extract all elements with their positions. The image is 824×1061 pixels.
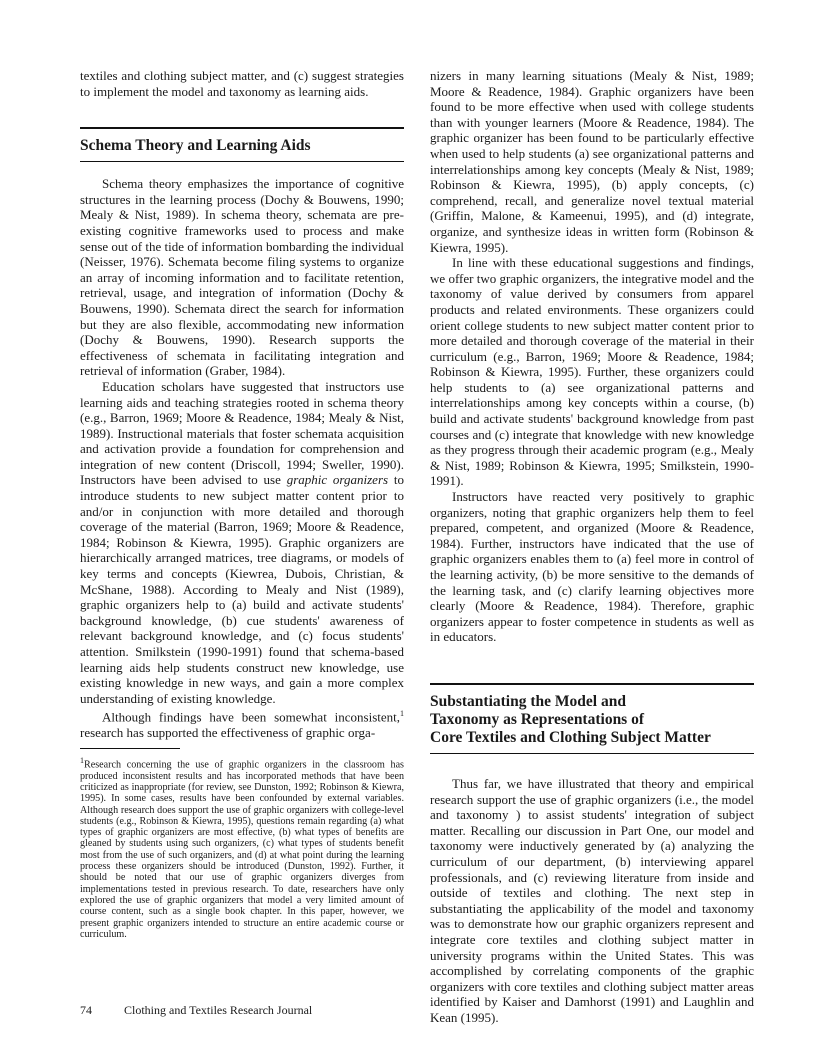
paragraph-text: research has supported the effectiveness of graphic orga- [80, 725, 376, 741]
body-paragraph: Schema theory emphasizes the importance of cognitive structures in the learning process (Dochy & Bouwens, 1990; Mealy & Nist, 1989). In schema theory, schemata are pre-existing cognitive frameworks used to process and make sense out of the tide of information bombarding the individual (Neisser, 1976). Schemata become filing systems to organize an array of incoming information and to facilitate retention, retrieval, usage, and integration of information (Dochy & Bouwens, 1990). Schemata direct the search for information but they are also flexible, accommodating new information (Dochy & Bouwens, 1990). Research supports the effectiveness of schemata in facilitating integration and retrieval of information (Graber, 1984). [80, 176, 404, 379]
paragraph-text: Although findings have been somewhat inconsistent, [102, 709, 400, 725]
section-rule-top [430, 683, 754, 685]
heading-line: Taxonomy as Representations of [430, 710, 645, 728]
page-footer [80, 1003, 312, 1018]
section-rule-top [80, 127, 404, 129]
body-paragraph [80, 706, 404, 741]
section-rule-bottom [430, 753, 754, 754]
schema-section-body [80, 176, 404, 741]
footnote-block [80, 748, 404, 940]
footnote-text: Research concerning the use of graphic organizers in the classroom has produced inconsistent results and has incorporated methods that have been criticized as inappropriate (for review, see Dunston, 1992; Robinson & Kiewra, 1995). In some cases, results have been confounded by external variables. Although research does support the use of graphic organizers with college-level students (e.g., Robinson & Kiewra, 1995), questions remain regarding (a) what types of graphic organizers are most effective, (b) what types of benefits are gleaned by students using such organizers, (c) what types of students benefit most from the use of such organizers, and (d) at what point during the learning process these organizers should be introduced (Dunston, 1992). Further, it should be noted that our use of graphic organizers diverges from implementations tested in previous research. To date, researchers have only explored the use of graphic organizers that model a very limited amount of course content, such as a single book chapter. In this paper, however, we present graphic organizers intended to structure an entire academic course or curriculum. [80, 759, 404, 940]
body-paragraph [80, 379, 404, 706]
body-paragraph: In line with these educational suggestions and findings, we offer two graphic organizers, the integrative model and the taxonomy of value derived by consumers from apparel products and related environments. These organizers could orient college students to new subject matter content prior to more detailed and thorough coverage of the material in their curriculum (e.g., Barron, 1969; Moore & Readence, 1984; Robinson & Kiewra, 1995). Further, these organizers could help students to (a) see organizational patterns and interrelationships among key concepts within a course, (b) build and activate students' background knowledge from past courses and (c) integrate that knowledge with new knowledge as they progress through their academic program (e.g., Mealy & Nist, 1989; Robinson & Kiewra, 1995; Smilkstein, 1990-1991). [430, 255, 754, 489]
footnote-number: 1 [80, 756, 84, 765]
page-number: 74 [80, 1003, 92, 1017]
body-paragraph: Thus far, we have illustrated that theory and empirical research support the use of graphic organizers (i.e., the model and taxonomy ) to assist students' integration of subject matter. Recalling our discussion in Part One, our model and taxonomy were inductively generated by (a) analyzing the curriculum of our department, (b) interviewing apparel professionals, and (c) reviewing literature from inside and outside of textiles and clothing. The next step in substantiating the applicability of the model and taxonomy was to demonstrate how our graphic organizers represent and integrate core textiles and clothing subject matter in university programs within the United States. This was accomplished by correlating components of the graphic organizers with core textiles and clothing subject matter areas identified by Kaiser and Damhorst (1991) and Laughlin and Kean (1995). [430, 775, 754, 1025]
footnote-rule [80, 748, 180, 749]
section-rule-bottom [80, 161, 404, 162]
footnote-marker: 1 [400, 709, 404, 719]
paragraph-text: Education scholars have suggested that instructors use learning aids and teaching strategies rooted in schema theory (e.g., Barron, 1969; Moore & Readence, 1984; Mealy & Nist, 1989). Instructional materials that foster schemata acquisition and activation provide a foundation for comprehension and integration of new content (Driscoll, 1994; Sweller, 1990). Instructors have been advised to use [80, 378, 404, 488]
paragraph-text: to introduce students to new subject matter content prior to and/or in conjunction with more detailed and thorough coverage of the material (Barron, 1969; Moore & Readence, 1984; Robinson & Kiewra, 1995). Graphic organizers are hierarchically arranged matrices, tree diagrams, or models of key terms and concepts (Kiewrea, Dubois, Christian, & McShane, 1988). According to Mealy and Nist (1989), graphic organizers help to (a) build and activate students' background knowledge, (b) cue students' awareness of relevant background knowledge, and (c) focus students' attention. Smilkstein (1990-1991) found that schema-based learning aids help students construct new knowledge, use existing knowledge in new ways, and gain a more complex understanding of existing knowledge. [80, 472, 404, 706]
left-column [80, 68, 404, 741]
body-paragraph: Instructors have reacted very positively to graphic organizers, noting that graphic organizers help them to feel prepared, competent, and organized (Moore & Readence, 1984). Further, instructors have indicated that the use of graphic organizers enables them to (a) feel more in control of the learning activity, (b) be more sensitive to the demands of the learning task, and (c) clarify learning objectives more clearly (Moore & Readence, 1984). Therefore, graphic organizers appear to foster competence in students as well as in educators. [430, 489, 754, 645]
substantiating-section-header [430, 683, 754, 754]
heading-line: Core Textiles and Clothing Subject Matter [430, 728, 711, 746]
schema-section-header [80, 127, 404, 162]
section-heading: Schema Theory and Learning Aids [80, 137, 311, 155]
heading-line: Substantiating the Model and [430, 692, 626, 710]
intro-paragraph: textiles and clothing subject matter, and (c) suggest strategies to implement the model and taxonomy as learning aids. [80, 68, 404, 99]
right-column [430, 68, 754, 1025]
journal-title: Clothing and Textiles Research Journal [124, 1003, 313, 1017]
footnote [80, 755, 404, 940]
section-heading [430, 693, 754, 747]
italic-term: graphic organizers [286, 472, 389, 488]
body-paragraph: nizers in many learning situations (Mealy & Nist, 1989; Moore & Readence, 1984). Graphic organizers have been found to be more effective when used with college students than with younger learners (Moore & Readence, 1984). The graphic organizer has been found to be particularly effective when used to help students (a) see organizational patterns and interrelationships among key concepts (Mealy & Nist, 1989; Robinson & Kiewra, 1995), (b) apply concepts, (c) comprehend, recall, and generalize novel textual material (Griffin, Malone, & Kameenui, 1995), and (d) integrate, organize, and synthesize ideas in written form (Robinson & Kiewra, 1995). [430, 68, 754, 255]
